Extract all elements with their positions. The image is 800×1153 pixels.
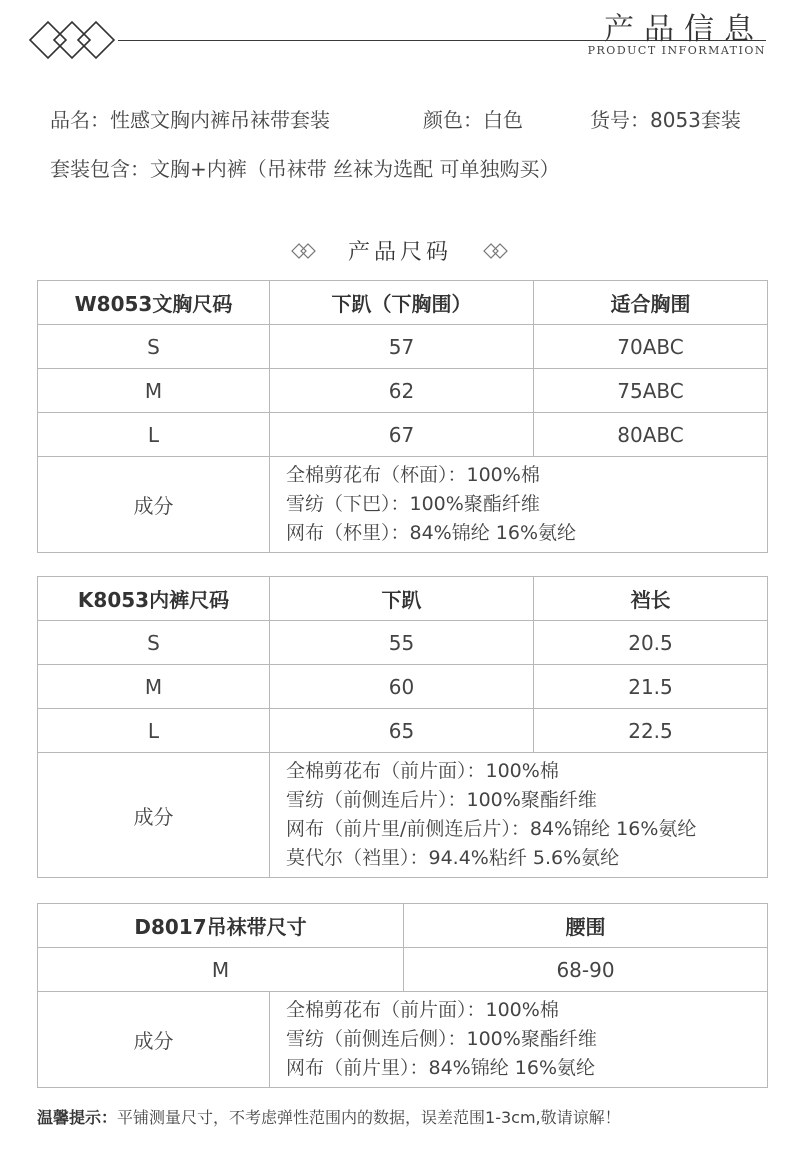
table-header-cell: 适合胸围 xyxy=(534,281,768,325)
composition-line: 网布（前片里）：84%锦纶 16%氨纶 xyxy=(286,1057,596,1079)
composition-line: 网布（前片里/前侧连后片）：84%锦纶 16%氨纶 xyxy=(286,818,697,840)
composition-label: 成分 xyxy=(38,992,270,1088)
composition-cell xyxy=(270,457,768,553)
table-cell: 62 xyxy=(270,369,534,413)
table-cell: M xyxy=(38,665,270,709)
garter-size-table xyxy=(37,903,768,1088)
bra-size-table xyxy=(37,280,768,553)
composition-line: 雪纺（前侧连后侧）：100%聚酯纤维 xyxy=(286,1028,597,1050)
composition-label: 成分 xyxy=(38,753,270,878)
diamond-chain-logo-icon xyxy=(28,18,118,66)
product-color: 颜色：白色 xyxy=(423,108,523,132)
composition-row xyxy=(38,992,768,1088)
composition-line: 全棉剪花布（前片面）：100%棉 xyxy=(286,760,559,782)
table-header-cell: D8017吊袜带尺寸 xyxy=(38,904,404,948)
composition-line: 雪纺（下巴）：100%聚酯纤维 xyxy=(286,493,540,515)
table-row xyxy=(38,621,768,665)
table-cell: M xyxy=(38,948,404,992)
table-cell: 60 xyxy=(270,665,534,709)
panty-size-table xyxy=(37,576,768,878)
composition-line: 全棉剪花布（前片面）：100%棉 xyxy=(286,999,559,1021)
table-row xyxy=(38,665,768,709)
table-cell: 20.5 xyxy=(534,621,768,665)
table-row xyxy=(38,369,768,413)
diamond-pair-icon xyxy=(483,243,509,259)
table-row xyxy=(38,948,768,992)
table-header-cell: 裆长 xyxy=(534,577,768,621)
table-header-row xyxy=(38,281,768,325)
table-header-row xyxy=(38,904,768,948)
product-name: 品名：性感文胸内裤吊袜带套装 xyxy=(50,108,330,132)
diamond-pair-icon xyxy=(291,243,317,259)
composition-row xyxy=(38,753,768,878)
table-cell: 75ABC xyxy=(534,369,768,413)
composition-line: 网布（杯里）：84%锦纶 16%氨纶 xyxy=(286,522,577,544)
tip-text: 平铺测量尺寸，不考虑弹性范围内的数据，误差范围1-3cm,敬请谅解！ xyxy=(117,1108,621,1127)
table-cell: 68-90 xyxy=(404,948,768,992)
table-header-cell: K8053内裤尺码 xyxy=(38,577,270,621)
table-cell: M xyxy=(38,369,270,413)
size-section-title: 产品尺码 xyxy=(347,240,452,265)
table-cell: S xyxy=(38,325,270,369)
table-cell: 65 xyxy=(270,709,534,753)
table-cell: 80ABC xyxy=(534,413,768,457)
composition-line: 雪纺（前侧连后片）：100%聚酯纤维 xyxy=(286,789,597,811)
table-cell: L xyxy=(38,709,270,753)
composition-row xyxy=(38,457,768,553)
table-row xyxy=(38,709,768,753)
composition-cell xyxy=(270,753,768,878)
table-cell: L xyxy=(38,413,270,457)
table-cell: 67 xyxy=(270,413,534,457)
product-sku: 货号：8053套装 xyxy=(590,108,741,132)
table-header-cell: W8053文胸尺码 xyxy=(38,281,270,325)
tip-label: 温馨提示： xyxy=(37,1108,118,1127)
table-cell: S xyxy=(38,621,270,665)
table-cell: 70ABC xyxy=(534,325,768,369)
composition-cell xyxy=(270,992,768,1088)
composition-line: 全棉剪花布（杯面）：100%棉 xyxy=(286,464,540,486)
table-cell: 21.5 xyxy=(534,665,768,709)
composition-line: 莫代尔（裆里）：94.4%粘纤 5.6%氨纶 xyxy=(286,847,620,869)
table-cell: 22.5 xyxy=(534,709,768,753)
table-row xyxy=(38,325,768,369)
composition-label: 成分 xyxy=(38,457,270,553)
table-header-cell: 下趴（下胸围） xyxy=(270,281,534,325)
table-row xyxy=(38,413,768,457)
size-section-header xyxy=(0,235,800,266)
package-contents: 套装包含：文胸+内裤（吊袜带 丝袜为选配 可单独购买） xyxy=(50,157,560,181)
measurement-tip xyxy=(37,1105,621,1128)
page-subtitle: PRODUCT INFORMATION xyxy=(587,44,766,57)
table-cell: 57 xyxy=(270,325,534,369)
table-header-cell: 下趴 xyxy=(270,577,534,621)
table-header-cell: 腰围 xyxy=(404,904,768,948)
page-title: 产品信息 xyxy=(604,12,764,47)
table-header-row xyxy=(38,577,768,621)
table-cell: 55 xyxy=(270,621,534,665)
